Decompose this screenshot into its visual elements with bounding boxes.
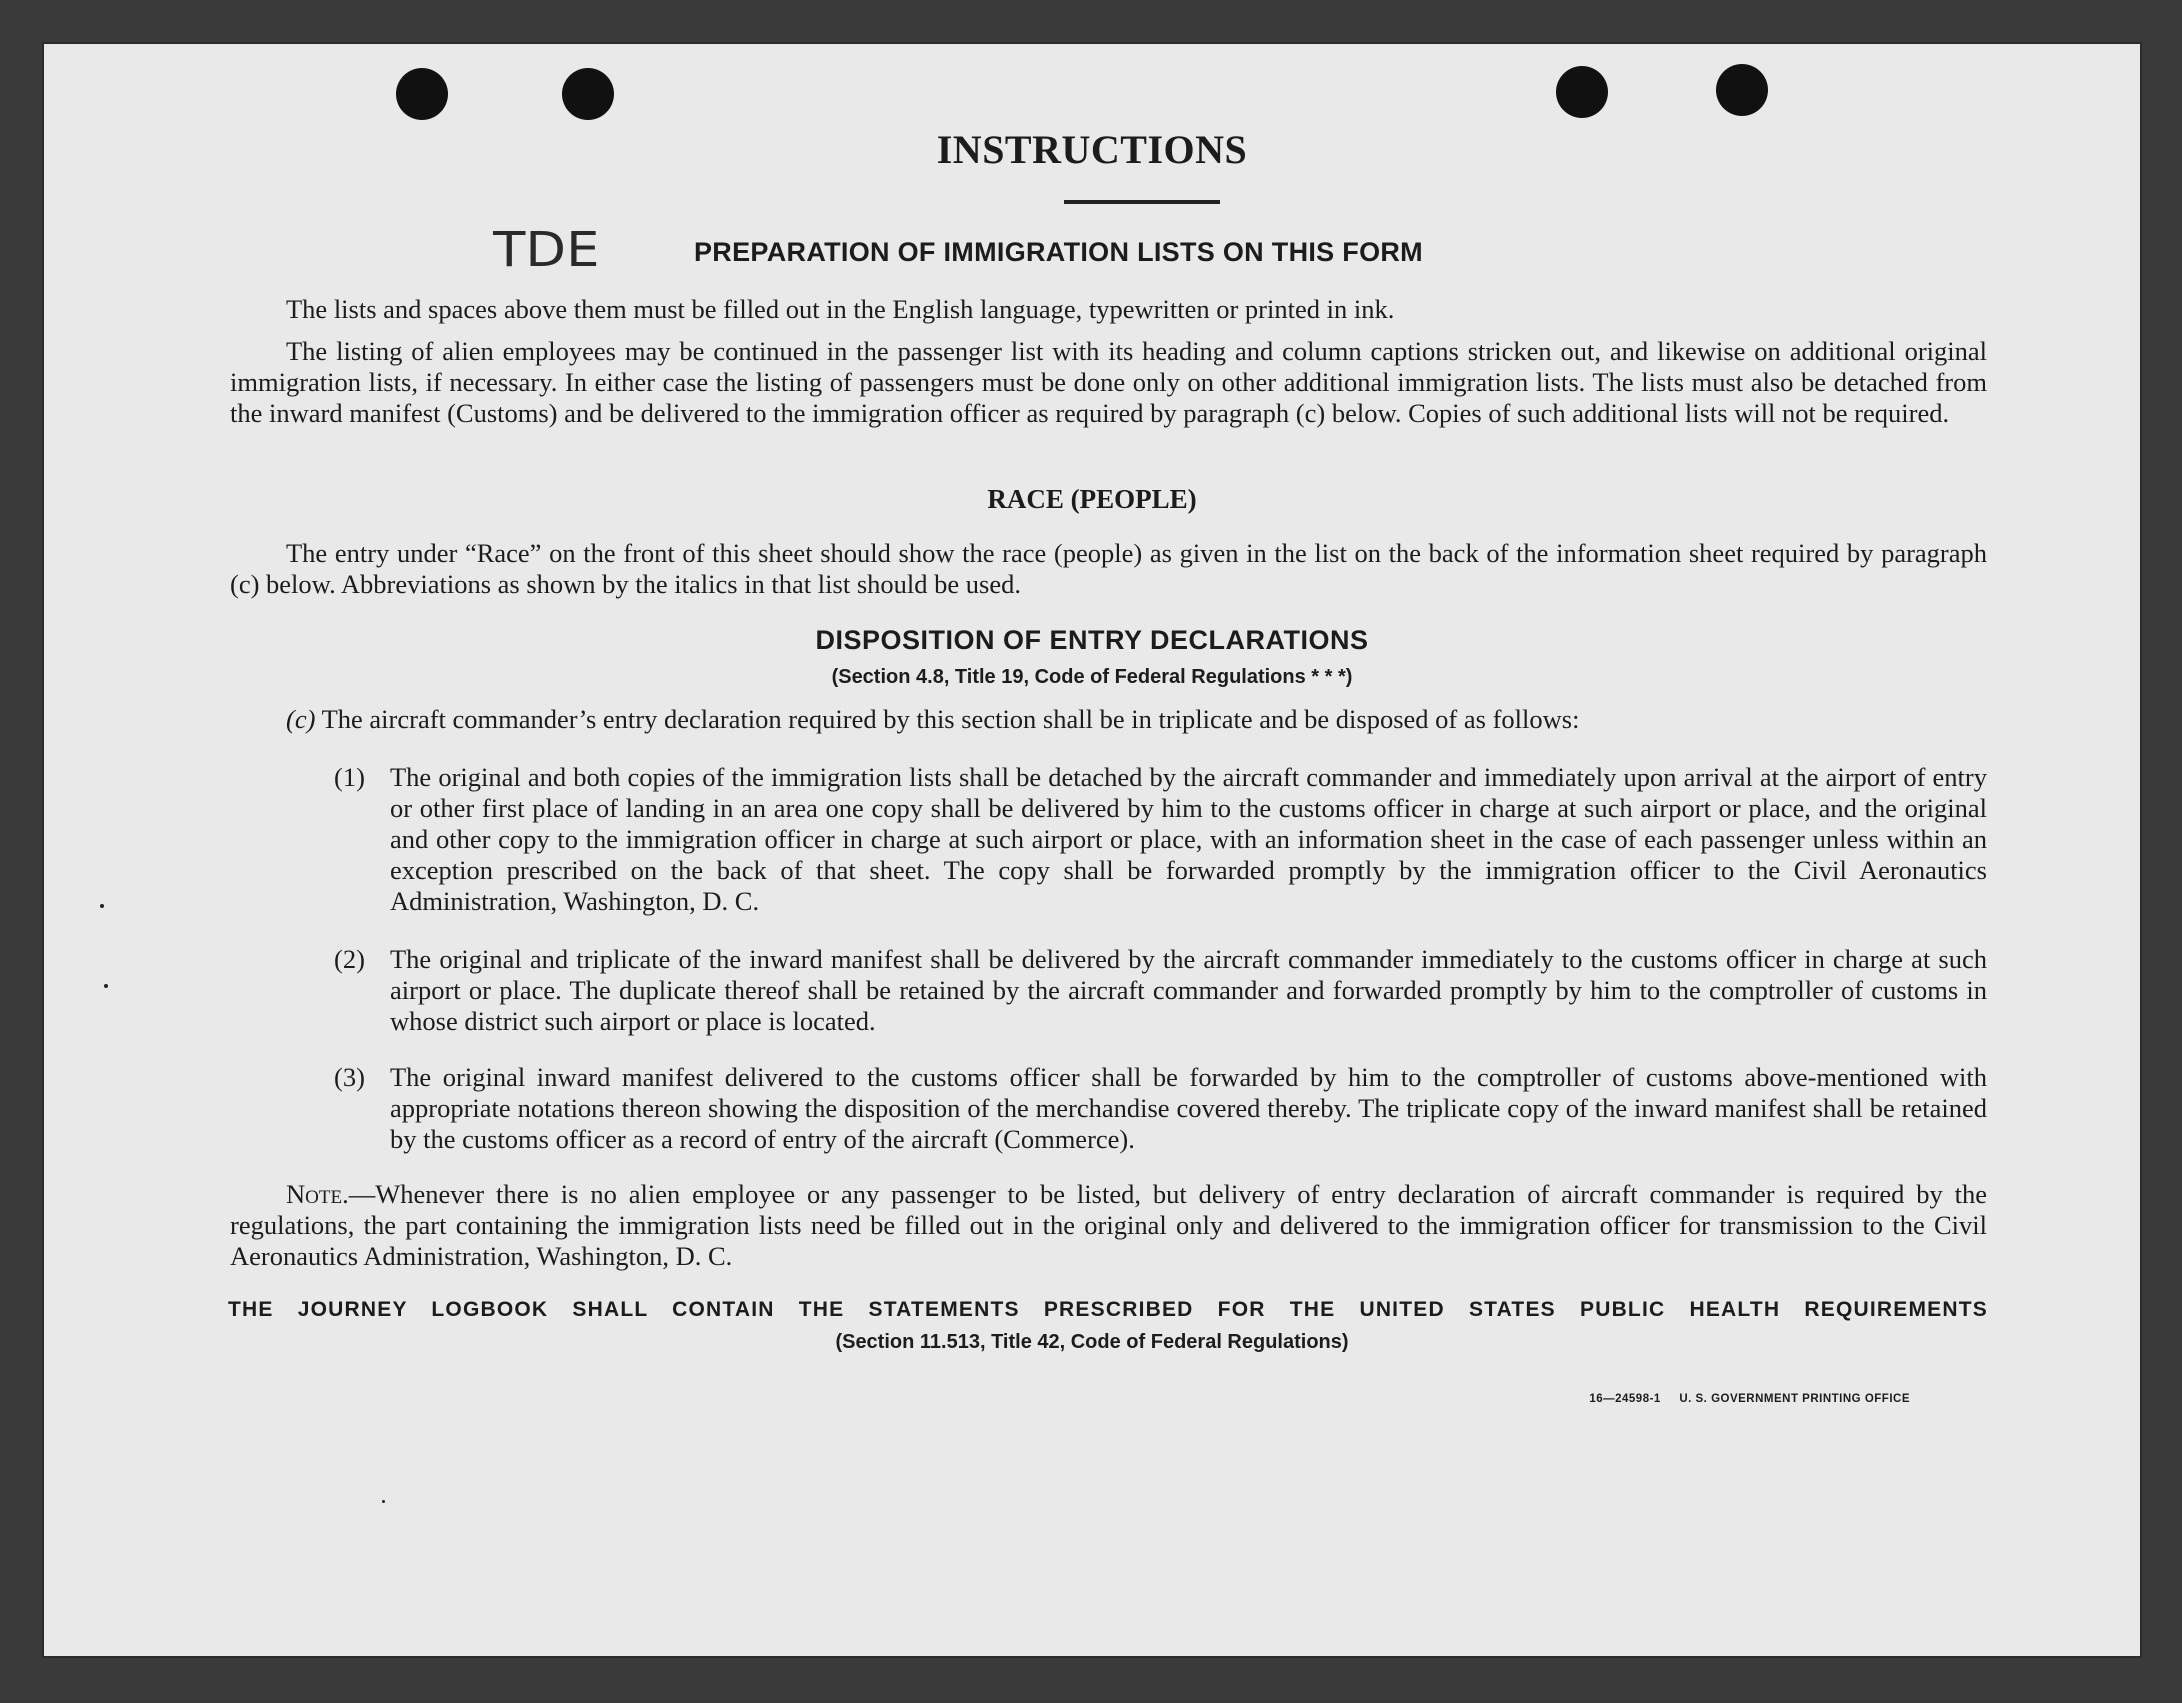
- disposition-intro: [230, 704, 1987, 735]
- handwritten-mark: TDE: [493, 222, 600, 278]
- paragraph-text: The aircraft commander’s entry declaration required by this section shall be in triplicate and be disposed of as follows:: [321, 704, 1580, 734]
- disposition-subheading: (Section 4.8, Title 19, Code of Federal Regulations * * *): [831, 666, 1353, 688]
- paragraph-text: —Whenever there is no alien employee or any passenger to be listed, but delivery of entry declaration of aircraft commander is required by the regulations, the part containing the immigration lists need be filled out in the original only and delivered to the immigration officer for transmission to the Civil Aeronautics Administration, Washington, D. C.: [230, 1179, 1987, 1271]
- paragraph-text: The listing of alien employees may be continued in the passenger list with its heading and column captions stricken out, and likewise on additional original immigration lists, if necessary. In either case the listing of passengers must be done only on other additional immigration lists. The lists must also be detached from the inward manifest (Customs) and be delivered to the immigration officer as required by paragraph (c) below. Copies of such additional lists will not be required.: [230, 336, 1987, 428]
- printer-name: U. S. GOVERNMENT PRINTING OFFICE: [1679, 1393, 1910, 1405]
- footer-citation: (Section 11.513, Title 42, Code of Federal Regulations): [835, 1331, 1349, 1353]
- section-heading-race: RACE (PEOPLE): [987, 484, 1197, 514]
- item-number: (1): [334, 762, 365, 792]
- note-label: Note.: [286, 1179, 349, 1209]
- disposition-item-1: [334, 762, 1987, 917]
- document-sheet: [44, 44, 2140, 1656]
- preparation-paragraph-1: [230, 294, 1987, 325]
- item-text: The original and both copies of the immigration lists shall be detached by the aircraft commander and immediately upon arrival at the airport of entry or other first place of landing in an area one copy shall be delivered by him to the customs officer in charge at such airport or place, and the original and other copy to the immigration officer in charge at such airport or place, with an information sheet in the case of each passenger unless within an exception prescribed on the back of that sheet. The copy shall be forwarded promptly by the immigration officer to the Civil Aeronautics Administration, Washington, D. C.: [390, 762, 1987, 916]
- item-number: (3): [334, 1062, 365, 1092]
- paragraph-label: (c): [286, 704, 316, 734]
- item-text: The original and triplicate of the inward manifest shall be delivered by the aircraft commander immediately to the customs officer in charge at such airport or place. The duplicate thereof shall be retained by the aircraft commander and forwarded promptly by him to the comptroller of customs in whose district such airport or place is located.: [390, 944, 1987, 1036]
- form-number: 16—24598-1: [1589, 1393, 1661, 1405]
- item-text: The original inward manifest delivered to the customs officer shall be forwarded by him to the comptroller of customs above-mentioned with appropriate notations thereon showing the disposition of the merchandise covered thereby. The triplicate copy of the inward manifest shall be retained by the customs officer as a record of entry of the aircraft (Commerce).: [390, 1062, 1987, 1154]
- page-title: INSTRUCTIONS: [936, 127, 1248, 172]
- section-heading-disposition: DISPOSITION OF ENTRY DECLARATIONS: [815, 625, 1369, 655]
- preparation-paragraph-2: [230, 336, 1987, 429]
- disposition-item-2: [334, 944, 1987, 1037]
- race-paragraph: [230, 538, 1987, 600]
- note-paragraph: [230, 1179, 1987, 1272]
- item-number: (2): [334, 944, 365, 974]
- paragraph-text: The lists and spaces above them must be filled out in the English language, typewritten or printed in ink.: [286, 294, 1395, 324]
- printer-imprint: [1589, 1393, 1910, 1405]
- paragraph-text: The entry under “Race” on the front of this sheet should show the race (people) as given in the list on the back of the information sheet required by paragraph (c) below. Abbreviations as shown by the italics in that list should be used.: [230, 538, 1987, 599]
- disposition-item-3: [334, 1062, 1987, 1155]
- footer-statement: THE JOURNEY LOGBOOK SHALL CONTAIN THE STATEMENTS PRESCRIBED FOR THE UNITED STATES PUBLIC HEALTH REQUIREMENTS: [228, 1298, 1988, 1321]
- title-underline: [1064, 200, 1220, 204]
- section-heading-preparation: PREPARATION OF IMMIGRATION LISTS ON THIS FORM: [694, 237, 1423, 267]
